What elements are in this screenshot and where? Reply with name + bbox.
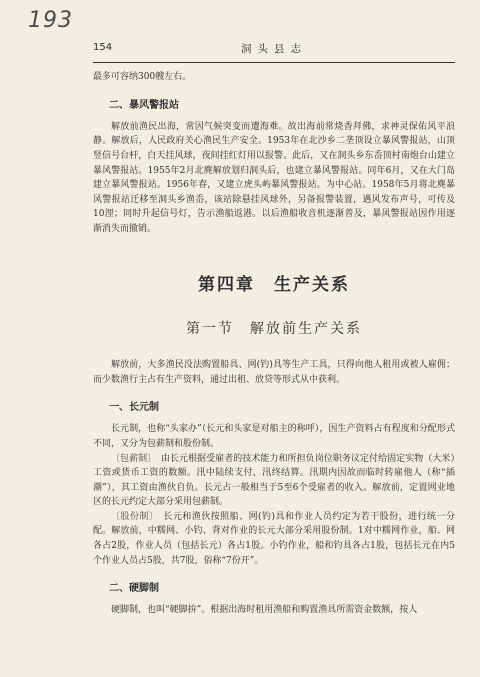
section-title-storm-station: 二、暴风警报站 <box>109 99 179 111</box>
baoxin-paragraph <box>93 452 455 510</box>
gufen-label: 〔股份制〕 <box>111 511 154 522</box>
changyuan-paragraph: 长元制，也称“头家办”（长元和头家是对船主的称呼），因生产资料占有程度和分配形式不同，又分为包薪制和股份制。 <box>93 424 455 449</box>
baoxin-text: 由长元根据受雇者的技术能力和所担负岗位职务议定付给固定实物（大米）工资或货币工资的数额。汛中陆续支付，汛终结算。汛期内因故而临时转雇他人（称“插潮”），其工资由渔伙自负。长元占一般相当于5至6个受雇者的收入。解放前，定置网业地区的长元约定大部分采用包薪制。 <box>93 453 455 508</box>
gufen-text: 长元和渔伙按照船、网(钓)具和作业人员约定为若干股份，进行统一分配。解放前，中糯网、小钓、背对作业的长元大部分采用股份制。1对中糯网作业，船、网各占2股，作业人员（包括长元）各占1股。小钓作业，船和钓具各占1股，包括长元在内5个作业人员占5股，共7股，俗称“7份开”。 <box>93 511 455 566</box>
running-title: 洞头县志 <box>241 43 307 55</box>
section-heading: 第一节 解放前生产关系 <box>186 321 362 337</box>
gufen-paragraph <box>93 510 455 568</box>
yingjiao-paragraph: 硬脚制，也叫“硬脚拚”。根据出海时租用渔船和购置渔具所需资金数额，按人 <box>111 605 418 616</box>
top-block <box>93 70 455 236</box>
handwritten-page-number: 193 <box>28 8 73 33</box>
main-block <box>93 358 455 618</box>
chapter-title: 第四章 生产关系 <box>198 275 350 295</box>
page-number: 154 <box>93 42 113 53</box>
page-header <box>93 36 455 60</box>
continuation-text: 最多可容纳300艘左右。 <box>93 72 192 82</box>
subsection-title-yingjiao: 二、硬脚制 <box>109 583 159 595</box>
intro-paragraph: 解放前，大多渔民没法购置船具、网(钓)具等生产工具，只得向他人租用或被人雇佣；而少数渔行主占有生产资料，通过出租、放贷等形式从中获利。 <box>93 360 455 385</box>
subsection-title-changyuan: 一、长元制 <box>109 402 159 414</box>
header-rule <box>93 62 455 63</box>
baoxin-label: 〔包薪制〕 <box>111 453 152 464</box>
storm-station-paragraph: 解放前渔民出海，常因气候突变而遭海难。故出海前常烧香拜佛，求神灵保佑风平浪静。解放后，人民政府关心渔民生产安全。1953年在北沙乡二垄顶设立暴风警报站，山顶竖信号台杆，白天挂风球，夜间挂红灯用以报警。此后，又在洞头乡东岙顶村南炮台山建立暴风警报站。1955年2月北麂解放划归洞头后，也建立暴风警报站。同年6月，又在大门岛建立暴风警报站。1956年春，又建立虎头屿暴风警报站。为中心站。1958年5月将北麂暴风警报站迁移至洞头乡渔岙，该站除悬挂风球外，另备报警装置，遇风发布声号，可传及10浬；同时升起信号灯，告示渔船返港。以后渔船收音机逐渐普及，暴风警报站因作用逐渐消失而撤销。 <box>93 121 455 234</box>
